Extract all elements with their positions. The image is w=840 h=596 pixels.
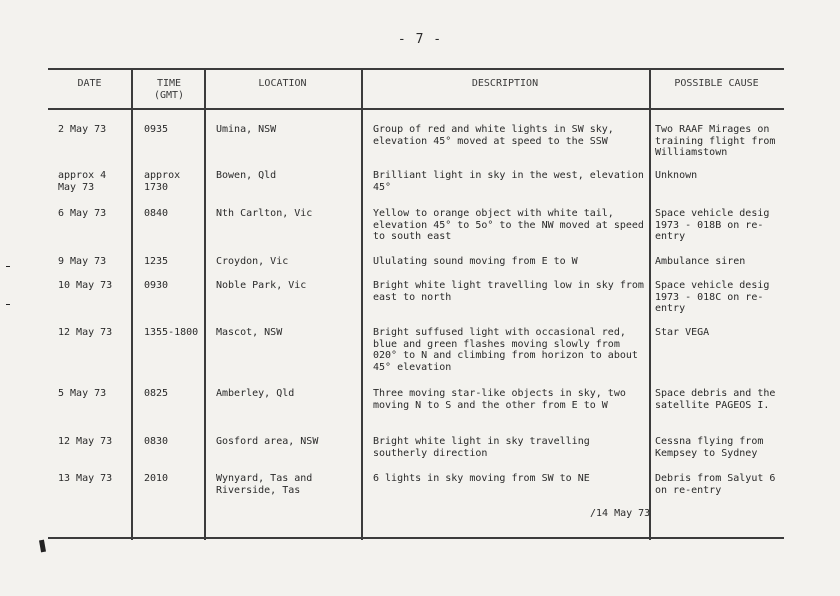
ufo-sightings-table (48, 68, 784, 540)
table-cell-time: 0840 (144, 208, 169, 219)
header-description: DESCRIPTION (471, 78, 539, 89)
header-date: DATE (77, 78, 102, 89)
table-cell-description: Ululating sound moving from E to W (373, 256, 578, 267)
table-cell-location: Gosford area, NSW (216, 436, 319, 447)
table-cell-date: 6 May 73 (58, 208, 107, 219)
table-cell-date: 13 May 73 (58, 473, 113, 484)
table-cell-cause: Debris from Salyut 6 on re-entry (655, 473, 776, 496)
table-cell-description: Three moving star-like objects in sky, two moving N to S and the other from E to W (373, 388, 626, 411)
scan-mark (39, 540, 46, 553)
table-cell-time: 2010 (144, 473, 169, 484)
table-cell-description: 6 lights in sky moving from SW to NE (373, 473, 590, 484)
continued-marker: /14 May 73 (590, 508, 651, 519)
header-possible-cause: POSSIBLE CAUSE (674, 78, 759, 89)
table-cell-description: Group of red and white lights in SW sky, elevation 45° moved at speed to the SSW (373, 124, 614, 147)
table-cell-location: Nth Carlton, Vic (216, 208, 313, 219)
column-divider (361, 68, 363, 540)
header-location: LOCATION (258, 78, 307, 89)
table-cell-cause: Cessna flying from Kempsey to Sydney (655, 436, 764, 459)
table-cell-location: Bowen, Qld (216, 170, 277, 181)
table-cell-location: Wynyard, Tas and Riverside, Tas (216, 473, 313, 496)
table-cell-date: approx 4 May 73 (58, 170, 107, 193)
table-cell-location: Umina, NSW (216, 124, 277, 135)
table-cell-description: Bright white light travelling low in sky from east to north (373, 280, 644, 303)
column-divider (204, 68, 206, 540)
table-cell-location: Noble Park, Vic (216, 280, 307, 291)
column-divider (131, 68, 133, 540)
table-cell-cause: Two RAAF Mirages on training flight from Williamstown (655, 124, 776, 158)
table-cell-description: Bright white light in sky travelling southerly direction (373, 436, 590, 459)
table-cell-time: 0935 (144, 124, 169, 135)
table-cell-cause: Ambulance siren (655, 256, 746, 267)
table-cell-time: 1235 (144, 256, 169, 267)
table-cell-time: approx 1730 (144, 170, 181, 193)
table-cell-cause: Space vehicle desig 1973 - 018B on re-entry (655, 208, 770, 242)
table-cell-date: 5 May 73 (58, 388, 107, 399)
table-cell-location: Amberley, Qld (216, 388, 295, 399)
table-cell-description: Brilliant light in sky in the west, elevation 45° (373, 170, 644, 193)
table-cell-date: 9 May 73 (58, 256, 107, 267)
table-cell-date: 2 May 73 (58, 124, 107, 135)
table-cell-cause: Unknown (655, 170, 698, 181)
table-cell-location: Mascot, NSW (216, 327, 283, 338)
table-cell-time: 1355-1800 (144, 327, 199, 338)
header-time: TIME (GMT) (153, 78, 185, 101)
table-cell-location: Croydon, Vic (216, 256, 289, 267)
table-bottom-rule (48, 537, 784, 539)
column-divider (649, 68, 651, 540)
table-cell-cause: Star VEGA (655, 327, 710, 338)
scan-mark (6, 304, 10, 305)
scan-mark (6, 266, 10, 267)
table-cell-cause: Space vehicle desig 1973 - 018C on re-entry (655, 280, 770, 314)
table-cell-date: 12 May 73 (58, 327, 113, 338)
table-cell-cause: Space debris and the satellite PAGEOS I. (655, 388, 776, 411)
table-top-rule (48, 68, 784, 70)
table-cell-time: 0825 (144, 388, 169, 399)
table-cell-date: 12 May 73 (58, 436, 113, 447)
header-bottom-rule (48, 108, 784, 110)
table-cell-date: 10 May 73 (58, 280, 113, 291)
page-number: - 7 - (397, 32, 443, 47)
table-cell-description: Bright suffused light with occasional red, blue and green flashes moving slowly from 020° to N and climbing from horizon to about 45° elevation (373, 327, 638, 373)
table-cell-time: 0830 (144, 436, 169, 447)
table-cell-description: Yellow to orange object with white tail, elevation 45° to 5o° to the NW moved at speed to south east (373, 208, 644, 242)
table-cell-time: 0930 (144, 280, 169, 291)
